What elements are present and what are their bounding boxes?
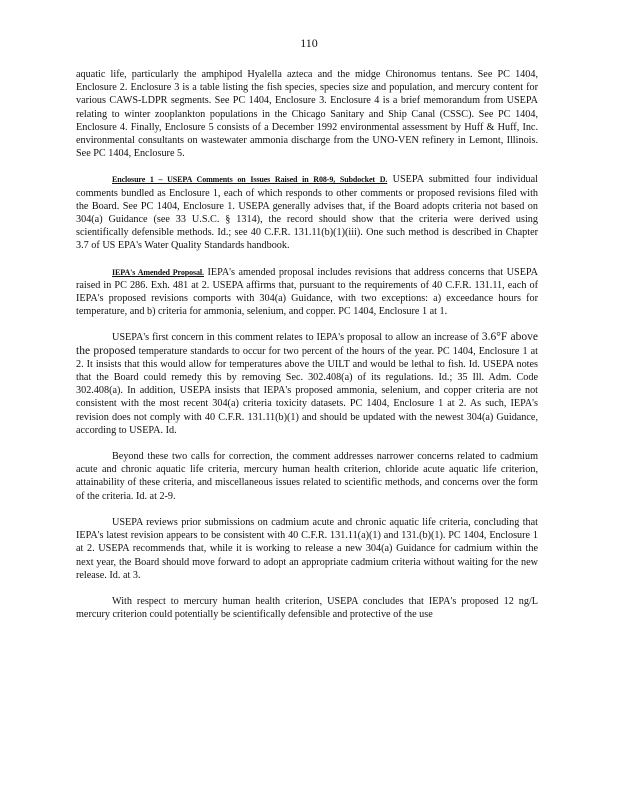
paragraph-text: IEPA's amended proposal includes revisions that address concerns that USEPA raised in PC 286. Exh. 481 at 2. USEPA affirms that, pursuant to the requirements of 40 C.F.R. 131.11, each of IEPA's proposed revisions comports with 304(a) Guidance, with two exceptions: a) exceedance hours for temperature, and b) criteria for ammonia, selenium, and copper. PC 1404, Enclosure 1 at 1. <box>76 266 538 318</box>
section-heading: Enclosure 1 – USEPA Comments on Issues Raised in R08-9, Subdocket D. <box>112 175 388 185</box>
paragraph-text-large: 3.6°F above the proposed <box>76 331 538 357</box>
paragraph-text: USEPA submitted four individual comments bundled as Enclosure 1, each of which responds to other comments or proposed revisions filed with the Board. See PC 1404, Enclosure 1. USEPA generally advises that, if the Board adopts criteria not based on 304(a) Guidance (see 33 U.S.C. § 1314), the record should show that the criteria were derived using scientifically defensible methods. Id.; see 40 C.F.R. 131.11(b)(1)(iii). One such method is described in Chapter 3.7 of US EPA's Water Quality Standards handbook. <box>76 174 538 252</box>
paragraph-text: With respect to mercury human health criterion, USEPA concludes that IEPA's proposed 12 ng/L mercury criterion could potentially be scientifically defensible and protective of the use <box>76 595 538 621</box>
document-body <box>76 68 538 634</box>
paragraph-iepa-amended-proposal <box>76 266 538 319</box>
paragraph-enclosure-1 <box>76 173 538 252</box>
paragraph-narrower-concerns <box>76 450 538 503</box>
paragraph-text: Beyond these two calls for correction, the comment addresses narrower concerns related to cadmium acute and chronic aquatic life criteria, mercury human health criterion, chloride acute aquatic life criterion, attainability of these criteria, and miscellaneous issues related to scientific methods, and concerns over the form of the criteria. Id. at 2-9. <box>76 451 538 502</box>
paragraph-enclosures-summary <box>76 68 538 160</box>
paragraph-text: USEPA's first concern in this comment relates to IEPA's proposal to allow an increase of <box>112 332 482 344</box>
paragraph-text: temperature standards to occur for two percent of the hours of the year. PC 1404, Enclosure 1 at 2. It insists that this would allow for temperatures above the UILT and would be lethal to fish. Id. USEPA notes that the Board could remedy this by removing Sec. 302.408(a) of its regulations. Id.; 35 Ill. Adm. Code 302.408(a). In addition, USEPA insists that IEPA's proposed ammonia, selenium, and copper criteria are not consistent with the most recent 304(a) criteria toxicity datasets. PC 1404, Enclosure 1 at 2. As such, IEPA's revision does not comply with 40 C.F.R. 131.11(b)(1) and should be updated with the newest 304(a) Guidance, according to USEPA. Id. <box>76 345 538 436</box>
section-heading: IEPA's Amended Proposal. <box>112 267 204 277</box>
page-number: 110 <box>300 36 318 50</box>
paragraph-first-concern <box>76 331 538 437</box>
paragraph-text: aquatic life, particularly the amphipod Hyalella azteca and the midge Chironomus tentans. See PC 1404, Enclosure 2. Enclosure 3 is a table listing the fish species, species size and population, and mercury content for various CAWS-LDPR segments. See PC 1404, Enclosure 3. Enclosure 4 is a brief memorandum from USEPA relating to winter zooplankton populations in the Chicago Sanitary and Ship Canal (CSSC). See PC 1404, Enclosure 4. Finally, Enclosure 5 consists of a December 1992 environmental assessment by Huff & Huff, Inc. environmental consultants on wastewater ammonia discharge from the UNO-VEN refinery in Lemont, Illinois. See PC 1404, Enclosure 5. <box>76 69 538 160</box>
paragraph-cadmium <box>76 516 538 582</box>
paragraph-text: USEPA reviews prior submissions on cadmium acute and chronic aquatic life criteria, concluding that IEPA's latest revision appears to be consistent with 40 C.F.R. 131.11(a)(1) and 131.(b)(1). PC 1404, Enclosure 1 at 2. USEPA recommends that, while it is working to release a new 304(a) Guidance for cadmium within the next year, the Board should move forward to adopt an appropriate cadmium criteria without waiting for the new release. Id. at 3. <box>76 516 538 581</box>
paragraph-mercury <box>76 595 538 621</box>
